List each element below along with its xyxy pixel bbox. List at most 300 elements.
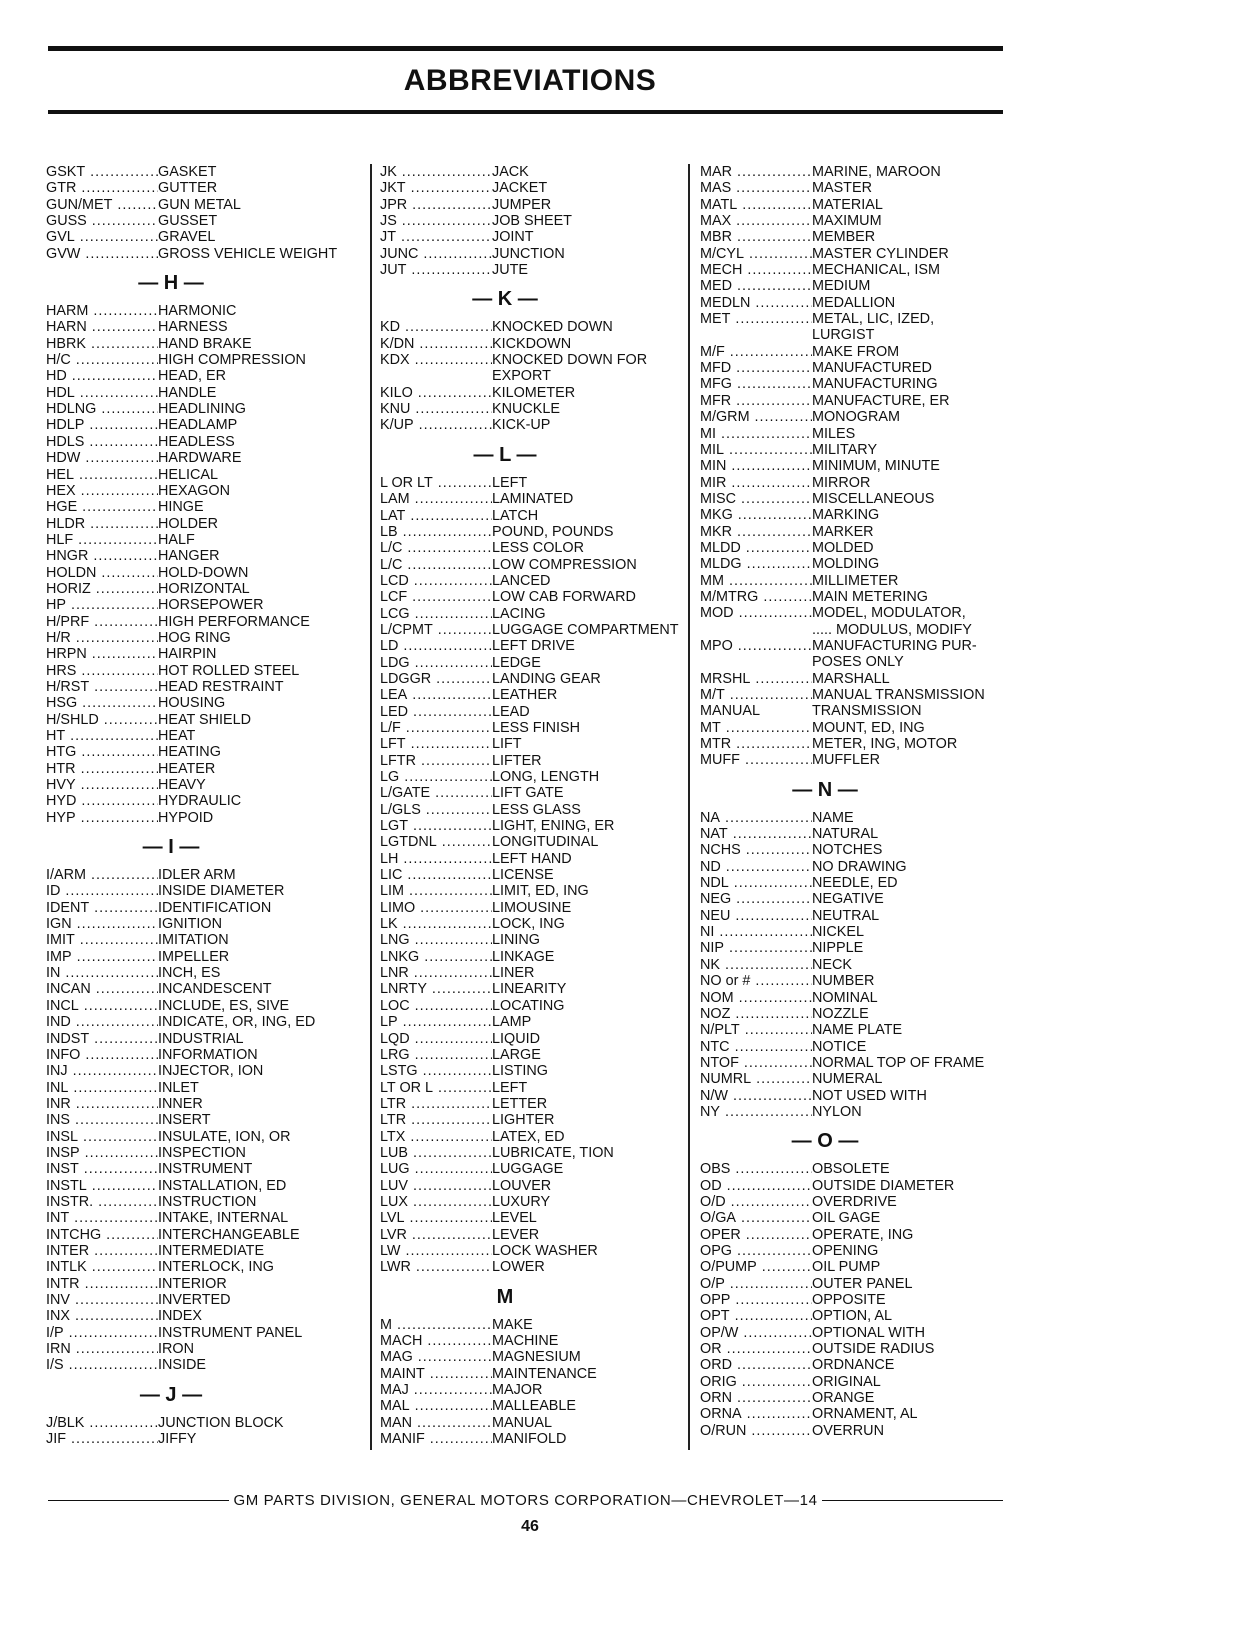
abbreviation: MAINT ..... xyxy=(380,1366,492,1382)
abbreviation-row xyxy=(380,851,680,867)
meaning: LEDGE xyxy=(492,654,541,671)
abbreviation: MPO ..... xyxy=(700,638,812,654)
abbreviation: HEL ..... xyxy=(46,467,158,483)
abbreviation: LCG ..... xyxy=(380,606,492,622)
abbreviation-row xyxy=(700,1357,1010,1373)
meaning: MOLDING xyxy=(812,556,880,573)
abbreviation-row xyxy=(46,761,351,777)
abbreviation: HVY ..... xyxy=(46,777,158,793)
abbreviation: IDENT ..... xyxy=(46,900,158,916)
abbreviation: KD ..... xyxy=(380,319,492,335)
meaning: MALLEABLE xyxy=(492,1398,576,1415)
page-number: 46 xyxy=(521,1518,539,1535)
meaning: INSTRUCTION xyxy=(158,1193,257,1210)
meaning: MANUAL TRANSMISSION xyxy=(812,687,985,703)
abbreviation-row xyxy=(380,1129,680,1145)
abbreviation-row xyxy=(380,736,680,752)
meaning: MANUFACTURING xyxy=(812,376,938,393)
meaning: GUTTER xyxy=(158,180,218,197)
meaning: IMITATION xyxy=(158,932,229,949)
abbreviation-row xyxy=(46,810,351,826)
abbreviation: INTCHG ..... xyxy=(46,1227,158,1243)
abbreviation: LGT ..... xyxy=(380,818,492,834)
abbreviation: LIMO ..... xyxy=(380,900,492,916)
abbreviation: OPT ..... xyxy=(700,1308,812,1324)
abbreviation-row xyxy=(380,704,680,720)
abbreviation-row xyxy=(46,695,351,711)
abbreviation-row xyxy=(380,1178,680,1194)
abbreviation: INL ..... xyxy=(46,1080,158,1096)
abbreviation: OBS ..... xyxy=(700,1161,812,1177)
abbreviation: ID ..... xyxy=(46,883,158,899)
abbreviation: LH ..... xyxy=(380,851,492,867)
meaning: HORSEPOWER xyxy=(158,597,264,614)
abbreviation: HTR ..... xyxy=(46,761,158,777)
abbreviation: NDL ..... xyxy=(700,875,812,891)
abbreviation: INTLK ..... xyxy=(46,1259,158,1275)
abbreviation-row xyxy=(380,622,680,638)
meaning: MEMBER xyxy=(812,229,876,246)
meaning: INJECTOR, ION xyxy=(158,1063,264,1080)
abbreviation: OD ..... xyxy=(700,1178,812,1194)
meaning: NEUTRAL xyxy=(812,907,880,924)
meaning: LEAD xyxy=(492,703,530,720)
abbreviation-row xyxy=(380,802,680,818)
meaning: KNOCKED DOWN FOR xyxy=(492,352,648,369)
abbreviation: LEA ..... xyxy=(380,687,492,703)
meaning: MAINTENANCE xyxy=(492,1365,597,1382)
meaning: LICENSE xyxy=(492,867,554,884)
abbreviation: LUV ..... xyxy=(380,1178,492,1194)
meaning: OIL GAGE xyxy=(812,1210,881,1227)
abbreviation-row xyxy=(700,556,1010,572)
abbreviation-row xyxy=(46,1047,351,1063)
meaning: INSIDE xyxy=(158,1357,206,1374)
section-heading: M xyxy=(496,1285,514,1308)
meaning: MAXIMUM xyxy=(812,213,882,230)
abbreviation-row xyxy=(380,164,680,180)
abbreviation-row xyxy=(46,548,351,564)
abbreviation: HDLS ..... xyxy=(46,434,158,450)
meaning: MILITARY xyxy=(812,441,878,458)
abbreviation: HOLDN ..... xyxy=(46,565,158,581)
abbreviation: LTR ..... xyxy=(380,1096,492,1112)
abbreviation: ND ..... xyxy=(700,859,812,875)
abbreviation: NI ..... xyxy=(700,924,812,940)
abbreviation: HRS ..... xyxy=(46,663,158,679)
abbreviation-row xyxy=(380,540,680,556)
meaning: NOZZLE xyxy=(812,1005,869,1022)
abbreviation: LUG ..... xyxy=(380,1161,492,1177)
abbreviation: MFG ..... xyxy=(700,376,812,392)
meaning: LUGGAGE xyxy=(492,1161,564,1178)
abbreviation: O/P ..... xyxy=(700,1276,812,1292)
abbreviation-row xyxy=(700,589,1010,605)
abbreviation-row xyxy=(700,426,1010,442)
meaning: METAL, LIC, IZED, xyxy=(812,311,935,328)
meaning: HARMONIC xyxy=(158,303,237,320)
meaning: INTERMEDIATE xyxy=(158,1242,265,1259)
abbreviation-row xyxy=(380,687,680,703)
meaning: ORDNANCE xyxy=(812,1357,895,1374)
meaning-continuation: ..... MODULUS, MODIFY xyxy=(812,621,972,638)
meaning: INSULATE, ION, OR xyxy=(158,1128,291,1145)
abbreviation: NA ..... xyxy=(700,810,812,826)
abbreviation: MRSHL ..... xyxy=(700,671,812,687)
abbreviation: LRG ..... xyxy=(380,1047,492,1063)
abbreviation-row xyxy=(380,1096,680,1112)
abbreviation-row xyxy=(46,728,351,744)
abbreviation-row xyxy=(700,229,1010,245)
meaning: OIL PUMP xyxy=(812,1259,881,1276)
meaning: INCH, ES xyxy=(158,965,221,982)
abbreviation: INTR ..... xyxy=(46,1276,158,1292)
abbreviation-row xyxy=(46,916,351,932)
abbreviation: LB ..... xyxy=(380,524,492,540)
meaning: HYPOID xyxy=(158,809,214,826)
abbreviation-row xyxy=(380,867,680,883)
meaning: NUMERAL xyxy=(812,1071,883,1088)
abbreviation-row xyxy=(380,401,680,417)
abbreviation: INSTR. ..... xyxy=(46,1194,158,1210)
abbreviation: I/ARM ..... xyxy=(46,867,158,883)
abbreviation-row xyxy=(700,376,1010,392)
meaning: LESS FINISH xyxy=(492,719,580,736)
meaning: LAMP xyxy=(492,1014,532,1031)
abbreviation-row xyxy=(380,1080,680,1096)
abbreviation-row xyxy=(380,1398,680,1414)
abbreviation: ORNA ..... xyxy=(700,1406,812,1422)
meaning: MACHINE xyxy=(492,1333,559,1349)
meaning: LOCK, ING xyxy=(492,916,565,933)
meaning: MEDALLION xyxy=(812,294,896,311)
meaning: HAND BRAKE xyxy=(158,335,252,352)
abbreviation-row xyxy=(380,508,680,524)
abbreviation-row xyxy=(700,990,1010,1006)
meaning: INVERTED xyxy=(158,1292,231,1308)
meaning: GASKET xyxy=(158,164,217,180)
meaning: MILES xyxy=(812,425,856,442)
abbreviation-row xyxy=(380,606,680,622)
meaning: IDLER ARM xyxy=(158,867,236,884)
abbreviation: MLDG ..... xyxy=(700,556,812,572)
meaning: MECHANICAL, ISM xyxy=(812,262,940,279)
meaning: IMPELLER xyxy=(158,948,230,965)
abbreviation-row xyxy=(46,1243,351,1259)
abbreviation: M/MTRG ..... xyxy=(700,589,812,605)
abbreviation-row xyxy=(46,1210,351,1226)
abbreviation: LT OR L ..... xyxy=(380,1080,492,1096)
abbreviation-row xyxy=(380,1194,680,1210)
meaning: MATERIAL xyxy=(812,196,883,213)
meaning: MARINE, MAROON xyxy=(812,164,941,180)
meaning: ORNAMENT, AL xyxy=(812,1406,918,1423)
abbreviation-row xyxy=(700,409,1010,425)
meaning: NOTCHES xyxy=(812,842,883,859)
title-underline xyxy=(48,110,1003,114)
abbreviation-row xyxy=(700,1259,1010,1275)
abbreviation-row xyxy=(380,475,680,491)
abbreviation-row xyxy=(380,319,680,335)
abbreviation-column-2 xyxy=(380,164,680,1447)
abbreviation: ORN ..... xyxy=(700,1390,812,1406)
abbreviation-row xyxy=(700,1390,1010,1406)
abbreviation-row xyxy=(380,1366,680,1382)
abbreviation-row xyxy=(700,859,1010,875)
meaning: JOB SHEET xyxy=(492,213,572,230)
abbreviation-row xyxy=(46,303,351,319)
abbreviation-row xyxy=(700,1406,1010,1422)
abbreviation: HYD ..... xyxy=(46,793,158,809)
meaning: HEAD, ER xyxy=(158,368,226,385)
abbreviation: LNRTY ..... xyxy=(380,981,492,997)
abbreviation: MACH ..... xyxy=(380,1333,492,1349)
abbreviation: MECH ..... xyxy=(700,262,812,278)
meaning: MASTER CYLINDER xyxy=(812,245,949,262)
abbreviation-row xyxy=(380,1047,680,1063)
meaning: KILOMETER xyxy=(492,384,576,401)
abbreviation: H/RST ..... xyxy=(46,679,158,695)
meaning: HINGE xyxy=(158,499,204,516)
abbreviation-row xyxy=(380,818,680,834)
column-divider xyxy=(688,164,690,1450)
meaning: INLET xyxy=(158,1079,199,1096)
meaning: LARGE xyxy=(492,1046,541,1063)
abbreviation-column-1 xyxy=(46,164,351,1447)
abbreviation-row xyxy=(380,769,680,785)
abbreviation: OR ..... xyxy=(700,1341,812,1357)
abbreviation: NOM ..... xyxy=(700,990,812,1006)
meaning: HARDWARE xyxy=(158,450,242,467)
abbreviation-row xyxy=(46,793,351,809)
section-heading: — J — xyxy=(139,1383,203,1406)
abbreviation-row xyxy=(380,916,680,932)
abbreviation: LP ..... xyxy=(380,1014,492,1030)
meaning: LOCATING xyxy=(492,997,565,1014)
abbreviation-row xyxy=(380,883,680,899)
abbreviation-row xyxy=(46,565,351,581)
abbreviation: MEDLN ..... xyxy=(700,295,812,311)
meaning: IDENTIFICATION xyxy=(158,899,272,916)
abbreviation-row xyxy=(700,1341,1010,1357)
abbreviation: INV ..... xyxy=(46,1292,158,1308)
abbreviation-row xyxy=(46,1129,351,1145)
meaning: HEATING xyxy=(158,744,221,761)
abbreviation: HT ..... xyxy=(46,728,158,744)
abbreviation: LCD ..... xyxy=(380,573,492,589)
meaning: HANGER xyxy=(158,548,220,565)
abbreviation: L OR LT ..... xyxy=(380,475,492,491)
page-title: ABBREVIATIONS xyxy=(403,64,657,97)
abbreviation-row xyxy=(700,1423,1010,1439)
meaning: MOUNT, ED, ING xyxy=(812,719,925,736)
meaning: ORIGINAL xyxy=(812,1373,881,1390)
abbreviation-row xyxy=(46,1145,351,1161)
footer-rule-right xyxy=(822,1500,1003,1502)
meaning: GRAVEL xyxy=(158,229,216,246)
meaning: LINKAGE xyxy=(492,948,555,965)
meaning: LATEX, ED xyxy=(492,1128,565,1145)
abbreviation: I/P ..... xyxy=(46,1325,158,1341)
abbreviation-row xyxy=(46,336,351,352)
meaning: HEADLESS xyxy=(158,433,235,450)
meaning: INDUSTRIAL xyxy=(158,1030,244,1047)
abbreviation-row xyxy=(46,1308,351,1324)
abbreviation-row xyxy=(380,180,680,196)
abbreviation-row xyxy=(700,957,1010,973)
meaning: NOT USED WITH xyxy=(812,1087,927,1104)
meaning: LIMOUSINE xyxy=(492,899,572,916)
section-heading: — O — xyxy=(791,1130,859,1153)
meaning: INSIDE DIAMETER xyxy=(158,883,285,900)
abbreviation: MI ..... xyxy=(700,426,812,442)
footer xyxy=(48,1492,1003,1509)
abbreviation: H/C ..... xyxy=(46,352,158,368)
abbreviation-row xyxy=(46,1415,351,1431)
abbreviation-row xyxy=(46,777,351,793)
abbreviation: INFO ..... xyxy=(46,1047,158,1063)
abbreviation-row xyxy=(380,1145,680,1161)
meaning: MANUAL xyxy=(492,1414,552,1431)
abbreviation: IMP ..... xyxy=(46,949,158,965)
meaning: LEFT DRIVE xyxy=(492,638,575,655)
abbreviation-row xyxy=(700,875,1010,891)
meaning: INSERT xyxy=(158,1112,211,1129)
abbreviation: MIR ..... xyxy=(700,475,812,491)
abbreviation-row xyxy=(380,753,680,769)
abbreviation: ORD ..... xyxy=(700,1357,812,1373)
abbreviation: MKR ..... xyxy=(700,524,812,540)
abbreviation-row xyxy=(46,597,351,613)
abbreviation-row xyxy=(700,703,1010,719)
abbreviation: MAX ..... xyxy=(700,213,812,229)
abbreviation-row xyxy=(46,1161,351,1177)
abbreviation: MAJ ..... xyxy=(380,1382,492,1398)
meaning: JACK xyxy=(492,164,529,180)
meaning: MUFFLER xyxy=(812,752,880,769)
abbreviation-row xyxy=(46,1357,351,1373)
abbreviation-row xyxy=(46,1292,351,1308)
abbreviation-row xyxy=(380,1063,680,1079)
meaning: MASTER xyxy=(812,180,872,197)
abbreviation-row xyxy=(380,1112,680,1128)
meaning: MIRROR xyxy=(812,474,871,491)
abbreviation: MM ..... xyxy=(700,573,812,589)
meaning: MANUFACTURE, ER xyxy=(812,392,950,409)
meaning: ORANGE xyxy=(812,1390,875,1407)
abbreviation-row xyxy=(46,712,351,728)
meaning: LINEARITY xyxy=(492,981,567,998)
meaning: LEFT xyxy=(492,1079,528,1096)
abbreviation-row xyxy=(380,1161,680,1177)
meaning: HALF xyxy=(158,531,195,548)
abbreviation-row xyxy=(46,679,351,695)
abbreviation: NK ..... xyxy=(700,957,812,973)
abbreviation: L/GLS ..... xyxy=(380,802,492,818)
abbreviation: GUSS ..... xyxy=(46,213,158,229)
abbreviation: MTR ..... xyxy=(700,736,812,752)
meaning: LIFTER xyxy=(492,752,542,769)
abbreviation-row xyxy=(380,1431,680,1447)
abbreviation: HD ..... xyxy=(46,368,158,384)
abbreviation: LNKG ..... xyxy=(380,949,492,965)
abbreviation: M/CYL ..... xyxy=(700,246,812,262)
abbreviation-row xyxy=(380,557,680,573)
abbreviation: OPP ..... xyxy=(700,1292,812,1308)
abbreviation: MATL ..... xyxy=(700,197,812,213)
abbreviation: MAN ..... xyxy=(380,1415,492,1431)
meaning: LACING xyxy=(492,605,546,622)
meaning: GUSSET xyxy=(158,213,218,230)
meaning: LETTER xyxy=(492,1095,548,1112)
abbreviation: LDGGR ..... xyxy=(380,671,492,687)
abbreviation-row xyxy=(46,883,351,899)
meaning: LINER xyxy=(492,965,535,982)
meaning-continuation: LURGIST xyxy=(812,327,875,344)
abbreviation-row xyxy=(700,491,1010,507)
abbreviation-row xyxy=(380,1227,680,1243)
meaning: LIFT GATE xyxy=(492,785,564,802)
abbreviation: MANUAL xyxy=(700,703,760,720)
abbreviation-row xyxy=(700,1374,1010,1390)
abbreviation: I/S ..... xyxy=(46,1357,158,1373)
abbreviation-row xyxy=(380,229,680,245)
meaning: LESS COLOR xyxy=(492,540,584,557)
meaning: MAKE FROM xyxy=(812,343,900,360)
meaning: LEATHER xyxy=(492,687,558,704)
column-divider xyxy=(370,164,372,1450)
abbreviation: GTR ..... xyxy=(46,180,158,196)
meaning: INCLUDE, ES, SIVE xyxy=(158,997,290,1014)
abbreviation-row xyxy=(46,180,351,196)
abbreviation-row xyxy=(46,450,351,466)
abbreviation-row xyxy=(700,973,1010,989)
abbreviation: NUMRL ..... xyxy=(700,1071,812,1087)
abbreviation-row xyxy=(380,352,680,368)
abbreviation: MISC ..... xyxy=(700,491,812,507)
abbreviation: MLDD ..... xyxy=(700,540,812,556)
meaning: LOW CAB FORWARD xyxy=(492,589,636,606)
abbreviation-row xyxy=(700,1276,1010,1292)
abbreviation: NOZ ..... xyxy=(700,1006,812,1022)
abbreviation: INJ ..... xyxy=(46,1063,158,1079)
meaning: OPPOSITE xyxy=(812,1292,886,1308)
meaning: MAKE xyxy=(492,1316,533,1333)
meaning: JACKET xyxy=(492,180,548,197)
meaning: MAJOR xyxy=(492,1382,543,1399)
abbreviation-row xyxy=(380,1031,680,1047)
meaning: LATCH xyxy=(492,507,539,524)
meaning: INTERCHANGEABLE xyxy=(158,1226,300,1243)
meaning: LIQUID xyxy=(492,1030,540,1047)
abbreviation-row xyxy=(46,1031,351,1047)
meaning: INDICATE, OR, ING, ED xyxy=(158,1014,316,1031)
abbreviation: LOC ..... xyxy=(380,998,492,1014)
abbreviation-row xyxy=(46,981,351,997)
abbreviation-row xyxy=(380,524,680,540)
abbreviation-row xyxy=(700,924,1010,940)
abbreviation-row xyxy=(700,1022,1010,1038)
meaning: LINING xyxy=(492,932,540,949)
abbreviation: HP ..... xyxy=(46,597,158,613)
abbreviation: L/F ..... xyxy=(380,720,492,736)
meaning: NICKEL xyxy=(812,924,864,941)
meaning: NECK xyxy=(812,956,852,973)
abbreviation: GVW ..... xyxy=(46,246,158,262)
abbreviation: O/RUN ..... xyxy=(700,1423,812,1439)
meaning: MARKING xyxy=(812,507,880,524)
abbreviation-row xyxy=(46,352,351,368)
